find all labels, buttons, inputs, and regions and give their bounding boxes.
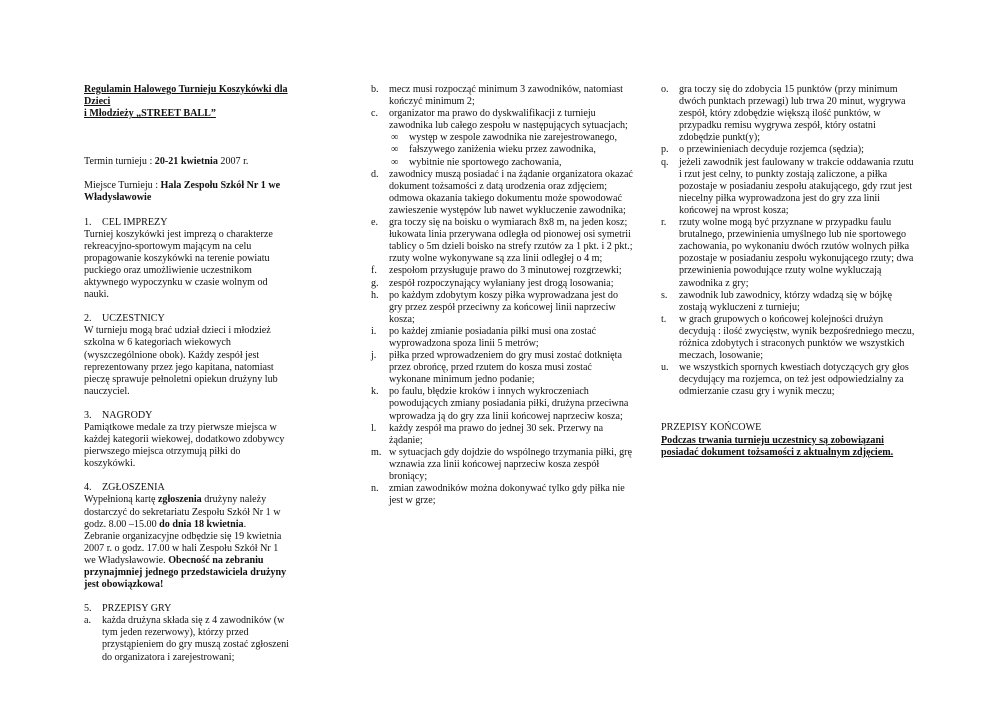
final-rules-text: Podczas trwania turnieju uczestnicy są zobowiązani posiadać dokument tożsamości z aktualnym zdjęciem. <box>661 434 894 458</box>
rule-item-r: r. rzuty wolne mogą być przyznane w przypadku faulu brutalnego, przewinienia umyślnego lub nie sportowego zachowania, po wykonaniu dwóch rzutów wolnych piłka pozostaje w posiadaniu zespołu wykonującego rzuty; dwa przewinienia powodujące rzuty wolne wykluczają zawodnika z gry; <box>661 217 914 289</box>
column-3 <box>661 84 917 459</box>
rule-item-g: g. zespół rozpoczynający wyłaniany jest drogą losowania; <box>371 277 614 289</box>
rule-item-l: l. każdy zespół ma prawo do jednej 30 sek. Przerwy na żądanie; <box>371 422 604 446</box>
rule-item-c: c. organizator ma prawo do dyskwalifikacji z turnieju zawodnika lub całego zespołu w następujących sytuacjach; <box>371 108 628 132</box>
rule-item-b: b. mecz musi rozpocząć minimum 3 zawodników, natomiast kończyć minimum 2; <box>371 84 623 108</box>
rule-item-e: e. gra toczy się na boisku o wymiarach 8x8 m, na jeden kosz; łukowata linia przerywana odległa od pionowej osi symetrii tablicy o 5m dzieli boisko na strefy rzutów za 1 pkt. i 2 pkt.; rzuty wolne wykonywane są zza linii odległej o 4 m; <box>371 217 633 265</box>
column-1 <box>84 84 289 664</box>
rule-item-p: p. o przewinieniach decyduje rozjemca (sędzia); <box>661 144 864 156</box>
rule-item-k: k. po faulu, błędzie kroków i innych wykroczeniach powodujących zmiany posiadania piłki, drużyna przeciwna wprowadza ją do gry zza linii końcowej naprzeciw kosza; <box>371 386 629 422</box>
rule-item-t: t. w grach grupowych o końcowej kolejności drużyn decydują : ilość zwycięstw, wynik bezpośredniego meczu, różnica zdobytych i straconych punktów we wszystkich meczach, losowanie; <box>661 313 915 362</box>
section-text-1: Turniej koszykówki jest imprezą o charakterze rekreacyjno-sportowym mającym na celu propagowanie koszykówki na terenie powiatu puckiego oraz umożliwienie uczestnikom aktywnego wypoczynku w czasie wolnym od nauki. <box>84 228 273 301</box>
disqualification-bullet: ∞ fałszywego zaniżenia wieku przez zawodnika, <box>391 144 596 156</box>
section-heading-2: 2. UCZESTNICY <box>84 313 165 325</box>
rule-item-h: h. po każdym zdobytym koszy piłka wyprowadzana jest do gry przez zespół przeciwny za końcowej linii naprzeciw kosza; <box>371 289 619 325</box>
section-text-4: Wypełnioną kartę zgłoszenia drużyny należy dostarczyć do sekretariatu Zespołu Szkół Nr 1 w godz. 8.00 –15.00 do dnia 18 kwietnia. Zebranie organizacyjne odbędzie się 19 kwietnia 2007 r. o godz. 17.00 w hali Zespołu Szkół Nr 1 we Władysławowie. Obecność na zebraniu przynajmniej jednego przedstawiciela drużyny jest obowiązkowa! <box>84 494 287 591</box>
rule-item-n: n. zmian zawodników można dokonywać tylko gdy piłka nie jest w grze; <box>371 483 625 507</box>
section-heading-3: 3. NAGRODY <box>84 409 153 421</box>
final-rules-heading: PRZEPISY KOŃCOWE <box>661 422 762 434</box>
section-heading-4: 4. ZGŁOSZENIA <box>84 482 165 494</box>
rule-item-d: d. zawodnicy muszą posiadać i na żądanie organizatora okazać dokument tożsamości z datą urodzenia oraz zdjęciem; odmowa okazania takiego dokumentu może spowodować zawieszenie występów lub nawet wykluczenie zawodnika; <box>371 168 633 216</box>
rule-item-m: m. w sytuacjach gdy dojdzie do wspólnego trzymania piłki, grę wznawia zza linii końcowej naprzeciw kosza zespół broniący; <box>371 446 633 482</box>
rule-item-u: u. we wszystkich spornych kwestiach dotyczących gry głos decydujący ma rozjemca, on też jest odpowiedzialny za odmierzanie czasu gry i wynik meczu; <box>661 362 909 398</box>
section-text-2: W turnieju mogą brać udział dzieci i młodzież szkolna w 6 kategoriach wiekowych (wyszczególnione obok). Każdy zespół jest reprezentowany przez jego kapitana, natomiast pieczę sprawuje pełnoletni opiekun drużyny lub nauczyciel. <box>84 325 278 397</box>
rule-item-i: i. po każdej zmianie posiadania piłki musi ona zostać wyprowadzona spoza linii 5 metrów; <box>371 325 597 349</box>
section-heading-5: 5. PRZEPISY GRY <box>84 603 172 615</box>
rule-item-o: o. gra toczy się do zdobycia 15 punktów (przy minimum dwóch punktach przewagi) lub trwa 20 minut, wygrywa zespół, który zdobędzie większą ilość punktów, w przypadku remisu wygrywa zespół, który ostatni zdobędzie punkt(y); <box>661 84 906 144</box>
rule-item-s: s. zawodnik lub zawodnicy, którzy wdadzą się w bójkę zostają wykluczeni z turnieju; <box>661 289 892 313</box>
rule-item-f: f. zespołom przysługuje prawo do 3 minutowej rozgrzewki; <box>371 265 622 277</box>
rule-item-a: a. każda drużyna składa się z 4 zawodników (w tym jeden rezerwowy), którzy przed przystąpieniem do gry muszą zostać zgłoszeni do organizatora i zarejestrowani; <box>84 615 289 663</box>
section-heading-1: 1. CEL IMPREZY <box>84 216 168 228</box>
rule-item-q: q. jeżeli zawodnik jest faulowany w trakcie oddawania rzutu i rzut jest celny, to punkty zostają zaliczone, a piłka pozostaje w posiadaniu zespołu atakującego, gdy rzut jest niecelny piłka wyprowadzona jest do gry zza linii końcowej na wprost kosza; <box>661 156 914 216</box>
disqualification-bullet: ∞ wybitnie nie sportowego zachowania, <box>391 156 562 168</box>
tournament-venue: Miejsce Turnieju : Hala Zespołu Szkół Nr 1 we Władysławowie <box>84 180 281 204</box>
disqualification-bullet: ∞ występ w zespole zawodnika nie zarejestrowanego, <box>391 132 617 144</box>
section-text-3: Pamiątkowe medale za trzy pierwsze miejsca w każdej kategorii wiekowej, dodatkowo zdobywcy pierwszego miejsca otrzymują piłki do koszykówki. <box>84 421 285 470</box>
column-2 <box>371 84 633 507</box>
document-title: Regulamin Halowego Turnieju Koszykówki dla Dzieci i Młodzieży „STREET BALL” <box>84 84 288 120</box>
rule-item-j: j. piłka przed wprowadzeniem do gry musi zostać dotknięta przez obrońcę, przed rzutem do kosza musi zostać wykonane minimum jedno podanie; <box>371 350 622 386</box>
tournament-date: Termin turnieju : 20-21 kwietnia 2007 r. <box>84 156 249 168</box>
